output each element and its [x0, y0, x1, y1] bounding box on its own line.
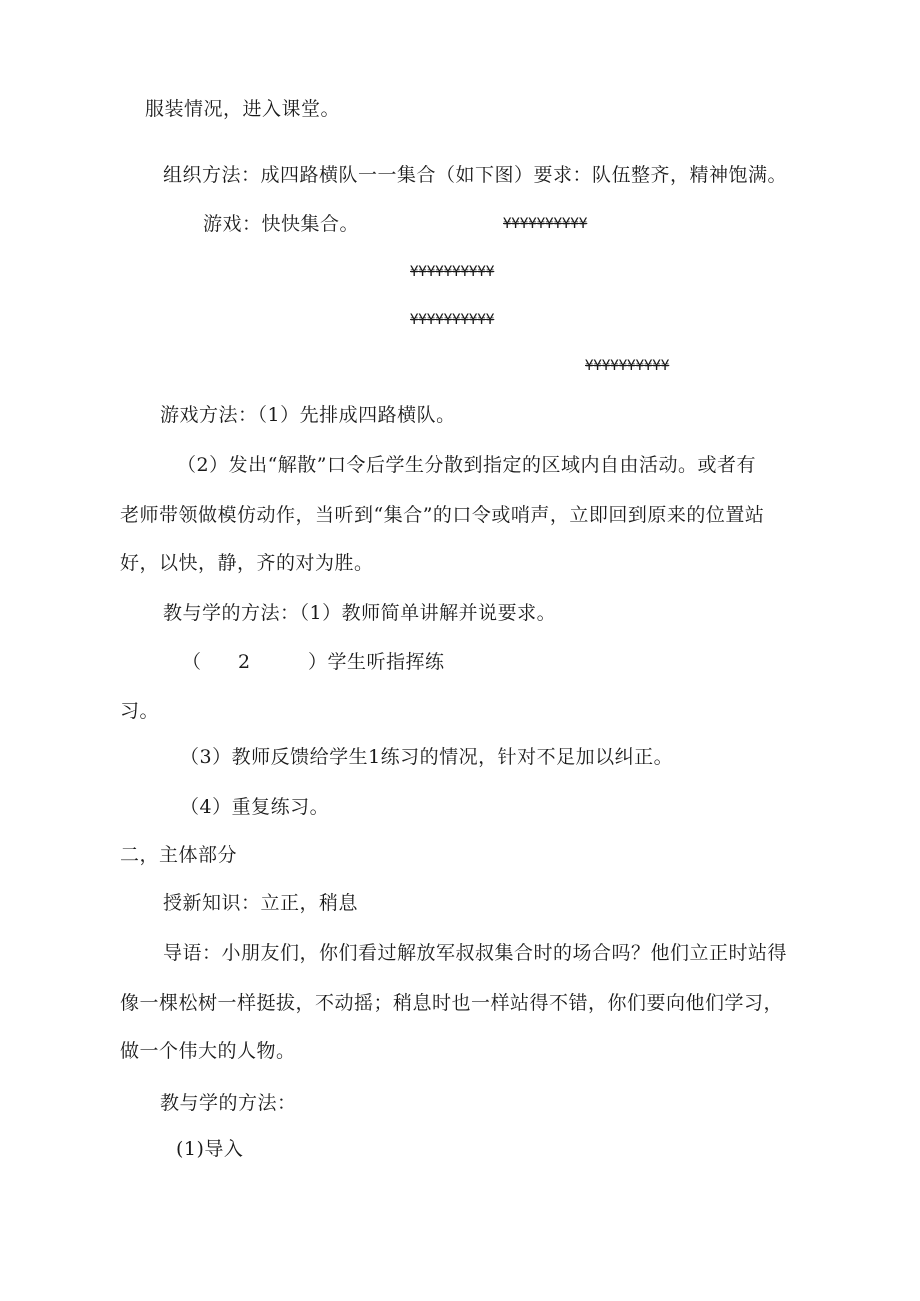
new-knowledge-line: 授新知识：立正，稍息 [163, 892, 359, 914]
organization-method-line: 组织方法：成四路横队一一集合（如下图）要求：队伍整齐，精神饱满。 [163, 164, 788, 186]
teaching-step-2-number: 2 [238, 651, 251, 673]
teaching-step-2-end: 习。 [120, 700, 160, 722]
intro-line-2: 像一棵松树一样挺拔，不动摇；稍息时也一样站得不错，你们要向他们学习， [120, 992, 784, 1014]
section-heading: 二，主体部分 [120, 844, 238, 866]
teaching-method-line: 教与学的方法：（1）教师简单讲解并说要求。 [163, 602, 557, 624]
teaching-step-2-open: （ [182, 651, 202, 673]
intro-line-1: 导语：小朋友们，你们看过解放军叔叔集合时的场合吗？他们立正时站得 [163, 942, 788, 964]
formation-row-3: ¥¥¥¥¥¥¥¥¥¥ [410, 312, 495, 328]
formation-row-1: ¥¥¥¥¥¥¥¥¥¥ [503, 216, 588, 232]
game-title-line: 游戏：快快集合。 [203, 213, 360, 235]
intro-line-3: 做一个伟大的人物。 [120, 1040, 296, 1062]
teaching-step-3-line: （3）教师反馈给学生1练习的情况，针对不足加以纠正。 [180, 746, 674, 768]
formation-row-4: ¥¥¥¥¥¥¥¥¥¥ [585, 358, 670, 374]
formation-row-2: ¥¥¥¥¥¥¥¥¥¥ [410, 264, 495, 280]
game-step-2-end-line: 好，以快，静，齐的对为胜。 [120, 552, 374, 574]
teaching-step-4-line: （4）重复练习。 [180, 796, 330, 818]
game-step-2-line: （2）发出“解散”口令后学生分散到指定的区域内自由活动。或者有 [177, 454, 757, 476]
game-step-2-continued-line: 老师带领做模仿动作，当听到“集合”的口令或哨声，立即回到原来的位置站 [120, 504, 765, 526]
teaching-step-2-text: ）学生听指挥练 [308, 651, 445, 673]
teaching-method-heading: 教与学的方法： [160, 1092, 297, 1114]
game-method-line: 游戏方法：（1）先排成四路横队。 [160, 404, 456, 426]
paragraph-line: 服装情况，进入课堂。 [145, 98, 341, 120]
step-1-intro-line: (1)导入 [176, 1138, 244, 1160]
